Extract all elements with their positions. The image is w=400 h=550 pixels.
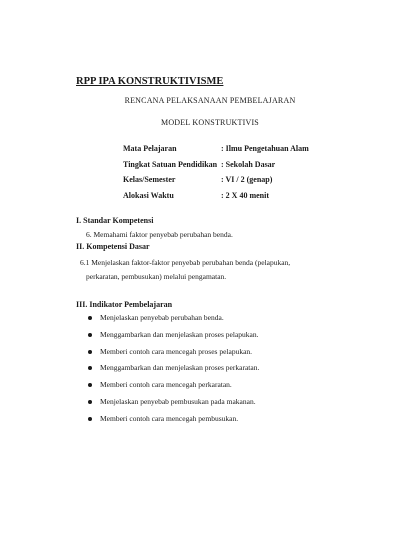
- section-heading-indikator: III. Indikator Pembelajaran: [76, 300, 173, 309]
- bullet-icon: [88, 383, 92, 387]
- section-heading-kompetensi-dasar: II. Kompetensi Dasar: [76, 242, 150, 251]
- bullet-icon: [88, 333, 92, 337]
- info-value: : VI / 2 (genap): [221, 175, 273, 184]
- info-value: : Ilmu Pengetahuan Alam: [221, 144, 309, 153]
- bullet-icon: [88, 366, 92, 370]
- list-item-text: Memberi contoh cara mencegah proses pelapukan.: [100, 346, 253, 356]
- kompetensi-dasar-line-2: perkaratan, pembusukan) melalui pengamatan.: [86, 272, 227, 281]
- info-value: : 2 X 40 menit: [221, 191, 269, 200]
- info-label: Alokasi Waktu: [123, 191, 174, 200]
- section-heading-standar-kompetensi: I. Standar Kompetensi: [76, 216, 154, 225]
- info-row-level: [123, 160, 275, 169]
- document-title: RPP IPA KONSTRUKTIVISME: [76, 76, 224, 87]
- list-item-text: Menjelaskan penyebab pembusukan pada makanan.: [100, 396, 256, 406]
- plan-heading: RENCANA PELAKSANAAN PEMBELAJARAN: [124, 96, 296, 105]
- list-item-text: Menggambarkan dan menjelaskan proses perkaratan.: [100, 363, 260, 373]
- bullet-icon: [88, 316, 92, 320]
- bullet-icon: [88, 417, 92, 421]
- kompetensi-dasar-line-1: 6.1 Menjelaskan faktor-faktor penyebab perubahan benda (pelapukan,: [80, 258, 291, 267]
- list-item-text: Memberi contoh cara mencegah pembusukan.: [100, 413, 239, 423]
- info-row-class-semester: [123, 175, 272, 184]
- info-value: : Sekolah Dasar: [221, 160, 276, 169]
- bullet-icon: [88, 350, 92, 354]
- bullet-icon: [88, 400, 92, 404]
- list-item-text: Menggambarkan dan menjelaskan proses pelapukan.: [100, 329, 259, 339]
- info-label: Tingkat Satuan Pendidikan: [123, 160, 218, 169]
- list-item-text: Menjelaskan penyebab perubahan benda.: [100, 313, 224, 322]
- info-label: Kelas/Semester: [123, 175, 176, 184]
- info-label: Mata Pelajaran: [123, 144, 177, 153]
- info-row-subject: [123, 144, 309, 153]
- model-heading: MODEL KONSTRUKTIVIS: [161, 118, 259, 127]
- info-row-time-allocation: [123, 191, 269, 200]
- list-item-text: Memberi contoh cara mencegah perkaratan.: [100, 380, 232, 390]
- standar-kompetensi-text: 6. Memahami faktor penyebab perubahan benda.: [86, 230, 233, 239]
